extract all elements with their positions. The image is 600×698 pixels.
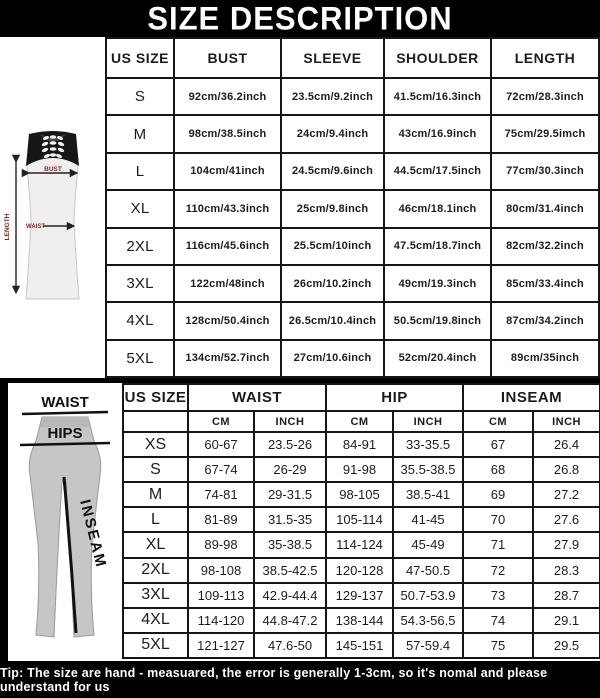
waist-label: WAIST <box>26 224 45 230</box>
size-cell: 3XL <box>106 265 174 302</box>
value-cell: 47.5cm/18.7inch <box>384 228 491 265</box>
value-cell: 109-113 <box>188 583 254 608</box>
value-cell: 25.5cm/10inch <box>281 228 384 265</box>
value-cell: 46cm/18.1inch <box>384 190 491 227</box>
value-cell: 92cm/36.2inch <box>174 78 281 115</box>
value-cell: 52cm/20.4inch <box>384 340 491 377</box>
left-border-strip <box>0 383 8 661</box>
header-row <box>106 38 599 78</box>
value-cell: 105-114 <box>326 507 393 532</box>
table-row <box>106 340 599 377</box>
table-row <box>106 115 599 152</box>
leggings-table-head <box>123 384 600 432</box>
table-row <box>123 457 600 482</box>
value-cell: 71 <box>463 532 533 557</box>
value-cell: 72cm/28.3inch <box>491 78 599 115</box>
value-cell: 26-29 <box>254 457 326 482</box>
table-row <box>106 190 599 227</box>
garment-size-table <box>105 37 600 378</box>
waist-measure-line <box>22 412 108 414</box>
value-cell: 128cm/50.4inch <box>174 302 281 339</box>
size-cell: 4XL <box>123 608 188 633</box>
value-cell: 29.1 <box>533 608 600 633</box>
value-cell: 26cm/10.2inch <box>281 265 384 302</box>
value-cell: 138-144 <box>326 608 393 633</box>
value-cell: 26.8 <box>533 457 600 482</box>
size-cell: XS <box>123 432 188 457</box>
leggings-waist-label: WAIST <box>41 394 89 411</box>
col-header-length: LENGTH <box>491 38 599 78</box>
value-cell: 38.5-42.5 <box>254 558 326 583</box>
table-row <box>123 583 600 608</box>
value-cell: 98-105 <box>326 482 393 507</box>
value-cell: 27cm/10.6inch <box>281 340 384 377</box>
value-cell: 89-98 <box>188 532 254 557</box>
value-cell: 98cm/38.5inch <box>174 115 281 152</box>
size-cell: XL <box>106 190 174 227</box>
leggings-drawing <box>8 383 122 661</box>
value-cell: 44.5cm/17.5inch <box>384 153 491 190</box>
leggings-inseam-label: INSEAM <box>76 497 110 571</box>
value-cell: 27.6 <box>533 507 600 532</box>
value-cell: 72 <box>463 558 533 583</box>
value-cell: 57-59.4 <box>393 633 463 658</box>
value-cell: 35.5-38.5 <box>393 457 463 482</box>
table-row <box>123 532 600 557</box>
length-label: LENGTH <box>4 213 11 241</box>
value-cell: 23.5-26 <box>254 432 326 457</box>
size-cell: 2XL <box>123 558 188 583</box>
table-row <box>123 482 600 507</box>
value-cell: 74 <box>463 608 533 633</box>
value-cell: 29.5 <box>533 633 600 658</box>
col-header-us-size: US SIZE <box>106 38 174 78</box>
value-cell: 129-137 <box>326 583 393 608</box>
value-cell: 41.5cm/16.3inch <box>384 78 491 115</box>
size-cell: 3XL <box>123 583 188 608</box>
col-header-inseam: INSEAM <box>463 384 600 411</box>
value-cell: 68 <box>463 457 533 482</box>
size-cell: S <box>106 78 174 115</box>
table-row <box>106 302 599 339</box>
value-cell: 84-91 <box>326 432 393 457</box>
size-cell: M <box>106 115 174 152</box>
value-cell: 134cm/52.7inch <box>174 340 281 377</box>
size-cell: XL <box>123 532 188 557</box>
value-cell: 38.5-41 <box>393 482 463 507</box>
inseam-cm-header: CM <box>463 411 533 432</box>
group-header-row <box>123 384 600 411</box>
value-cell: 50.7-53.9 <box>393 583 463 608</box>
tip-text: Tip: The size are hand - measuared, the error is generally 1-3cm, so it's nomal and please understand for us <box>0 665 548 694</box>
leggings-size-table <box>122 383 600 659</box>
sub-header-row <box>123 411 600 432</box>
inseam-inch-header: INCH <box>533 411 600 432</box>
value-cell: 67 <box>463 432 533 457</box>
value-cell: 27.2 <box>533 482 600 507</box>
value-cell: 47-50.5 <box>393 558 463 583</box>
value-cell: 81-89 <box>188 507 254 532</box>
col-header-waist: WAIST <box>188 384 326 411</box>
value-cell: 41-45 <box>393 507 463 532</box>
empty-header-cell <box>123 411 188 432</box>
value-cell: 54.3-56.5 <box>393 608 463 633</box>
value-cell: 104cm/41inch <box>174 153 281 190</box>
garment-table-body <box>106 78 599 377</box>
value-cell: 69 <box>463 482 533 507</box>
size-cell: 4XL <box>106 302 174 339</box>
value-cell: 87cm/34.2inch <box>491 302 599 339</box>
value-cell: 82cm/32.2inch <box>491 228 599 265</box>
value-cell: 75 <box>463 633 533 658</box>
value-cell: 145-151 <box>326 633 393 658</box>
top-section <box>0 37 600 378</box>
value-cell: 31.5-35 <box>254 507 326 532</box>
value-cell: 121-127 <box>188 633 254 658</box>
col-header-sleeve: SLEEVE <box>281 38 384 78</box>
value-cell: 80cm/31.4inch <box>491 190 599 227</box>
bust-label: BUST <box>44 166 62 173</box>
value-cell: 26.4 <box>533 432 600 457</box>
value-cell: 43cm/16.9inch <box>384 115 491 152</box>
value-cell: 110cm/43.3inch <box>174 190 281 227</box>
value-cell: 47.6-50 <box>254 633 326 658</box>
value-cell: 26.5cm/10.4inch <box>281 302 384 339</box>
value-cell: 77cm/30.3inch <box>491 153 599 190</box>
table-row <box>123 507 600 532</box>
garment-table-head <box>106 38 599 78</box>
value-cell: 120-128 <box>326 558 393 583</box>
value-cell: 114-124 <box>326 532 393 557</box>
value-cell: 91-98 <box>326 457 393 482</box>
size-cell: L <box>123 507 188 532</box>
value-cell: 114-120 <box>188 608 254 633</box>
value-cell: 28.3 <box>533 558 600 583</box>
value-cell: 27.9 <box>533 532 600 557</box>
col-header-hip: HIP <box>326 384 463 411</box>
table-row <box>106 78 599 115</box>
value-cell: 35-38.5 <box>254 532 326 557</box>
bottom-section <box>0 383 600 661</box>
value-cell: 116cm/45.6inch <box>174 228 281 265</box>
col-header-us-size: US SIZE <box>123 384 188 411</box>
table-row <box>123 633 600 658</box>
value-cell: 67-74 <box>188 457 254 482</box>
hip-cm-header: CM <box>326 411 393 432</box>
hip-inch-header: INCH <box>393 411 463 432</box>
value-cell: 28.7 <box>533 583 600 608</box>
value-cell: 45-49 <box>393 532 463 557</box>
value-cell: 98-108 <box>188 558 254 583</box>
waist-cm-header: CM <box>188 411 254 432</box>
tank-top-drawing <box>0 37 105 378</box>
value-cell: 89cm/35inch <box>491 340 599 377</box>
value-cell: 23.5cm/9.2inch <box>281 78 384 115</box>
value-cell: 73 <box>463 583 533 608</box>
value-cell: 70 <box>463 507 533 532</box>
table-row <box>123 432 600 457</box>
page-title: SIZE DESCRIPTION <box>147 0 453 37</box>
value-cell: 44.8-47.2 <box>254 608 326 633</box>
value-cell: 25cm/9.8inch <box>281 190 384 227</box>
size-cell: L <box>106 153 174 190</box>
leggings-hips-label: HIPS <box>47 425 83 442</box>
hips-measure-line <box>20 443 110 445</box>
size-cell: 5XL <box>106 340 174 377</box>
leggings-table-body <box>123 432 600 658</box>
value-cell: 42.9-44.4 <box>254 583 326 608</box>
leggings-illustration <box>8 383 122 661</box>
size-cell: M <box>123 482 188 507</box>
value-cell: 29-31.5 <box>254 482 326 507</box>
col-header-shoulder: SHOULDER <box>384 38 491 78</box>
table-row <box>106 153 599 190</box>
table-row <box>106 228 599 265</box>
col-header-bust: BUST <box>174 38 281 78</box>
size-cell: S <box>123 457 188 482</box>
table-row <box>123 558 600 583</box>
value-cell: 50.5cm/19.8inch <box>384 302 491 339</box>
value-cell: 24.5cm/9.6inch <box>281 153 384 190</box>
value-cell: 60-67 <box>188 432 254 457</box>
tank-top-illustration <box>0 37 105 378</box>
size-cell: 2XL <box>106 228 174 265</box>
tip-bar <box>0 661 600 698</box>
value-cell: 49cm/19.3inch <box>384 265 491 302</box>
value-cell: 24cm/9.4inch <box>281 115 384 152</box>
title-bar <box>0 0 600 37</box>
value-cell: 75cm/29.5imch <box>491 115 599 152</box>
waist-inch-header: INCH <box>254 411 326 432</box>
value-cell: 74-81 <box>188 482 254 507</box>
value-cell: 85cm/33.4inch <box>491 265 599 302</box>
value-cell: 122cm/48inch <box>174 265 281 302</box>
size-cell: 5XL <box>123 633 188 658</box>
table-row <box>123 608 600 633</box>
value-cell: 33-35.5 <box>393 432 463 457</box>
table-row <box>106 265 599 302</box>
